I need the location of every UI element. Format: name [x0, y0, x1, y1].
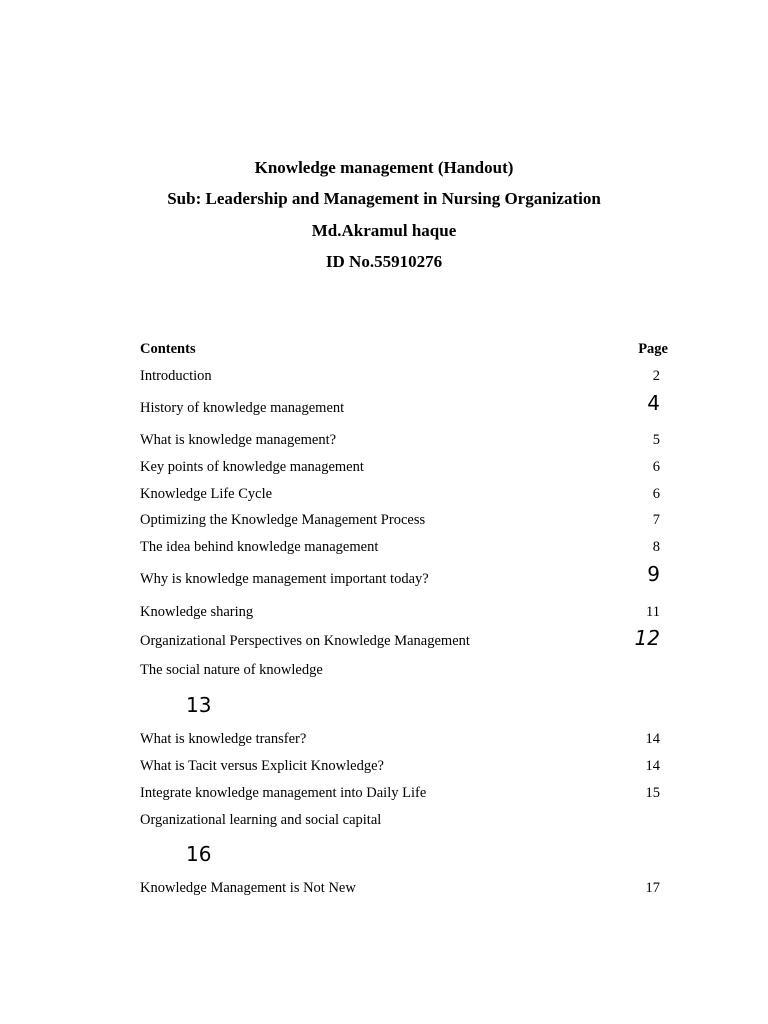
toc-entry-page: 6	[652, 486, 660, 502]
toc-entry	[140, 510, 668, 530]
toc-entry-title: What is knowledge management?	[140, 432, 337, 448]
toc-entry	[140, 660, 668, 680]
toc-header-row	[140, 339, 668, 359]
toc-entry	[140, 562, 668, 589]
toc-entry-title: Why is knowledge management important today?	[140, 571, 429, 587]
toc-entry-title: Optimizing the Knowledge Management Process	[140, 512, 426, 528]
toc-entry-page: 12	[634, 626, 660, 650]
toc-entry-title: Organizational Perspectives on Knowledge Management	[140, 633, 470, 649]
toc-entry-page: 5	[652, 432, 660, 448]
document-subject: Sub: Leadership and Management in Nursing Organization	[167, 189, 601, 208]
toc-entry	[140, 366, 668, 386]
toc-entry-title: The social nature of knowledge	[140, 662, 323, 678]
toc-entry-page: 16	[186, 842, 212, 866]
toc-entry	[140, 484, 668, 504]
toc-entry-title: History of knowledge management	[140, 400, 345, 416]
toc-entry-page: 4	[647, 391, 660, 415]
toc-contents-heading: Contents	[140, 341, 196, 357]
toc-entry	[140, 783, 668, 803]
document-author: Md.Akramul haque	[311, 221, 457, 240]
toc-entry-page: 2	[652, 368, 660, 384]
toc-entry-page: 6	[652, 459, 660, 475]
toc-entry	[140, 391, 668, 418]
toc-entry	[140, 626, 668, 651]
toc-entry-page: 17	[645, 880, 660, 896]
document-id-number: ID No.55910276	[325, 252, 443, 271]
toc-entry-title: Knowledge sharing	[140, 604, 254, 620]
toc-entry-page: 14	[645, 758, 660, 774]
document-title: Knowledge management (Handout)	[254, 158, 514, 177]
toc-entry-title: Knowledge Management is Not New	[140, 880, 356, 896]
toc-entry-page: 15	[645, 785, 660, 801]
toc-entry	[140, 602, 668, 622]
toc-entry-title: Integrate knowledge management into Daily Life	[140, 785, 427, 801]
toc-page-heading: Page	[638, 341, 668, 357]
toc-entry-page: 11	[646, 604, 660, 620]
toc-entry-title: Knowledge Life Cycle	[140, 486, 273, 502]
toc-entry-page: 7	[652, 512, 660, 528]
toc-entry-page: 14	[645, 731, 660, 747]
toc-entry	[140, 756, 668, 776]
toc-entry-page: 13	[186, 693, 212, 717]
toc-entry	[140, 878, 668, 898]
toc-entry	[140, 457, 668, 477]
toc-entry	[140, 810, 668, 830]
toc-entry	[140, 430, 668, 450]
toc-entry-page: 9	[647, 562, 660, 586]
toc-entry-title: What is knowledge transfer?	[140, 731, 307, 747]
toc-entry-page: 8	[652, 539, 660, 555]
toc-entry-title: Key points of knowledge management	[140, 459, 364, 475]
toc-entry	[140, 537, 668, 557]
toc-entry-title: Introduction	[140, 368, 212, 384]
toc-entry	[140, 729, 668, 749]
toc-entry-title: Organizational learning and social capital	[140, 812, 382, 828]
toc-entry-title: What is Tacit versus Explicit Knowledge?	[140, 758, 384, 774]
toc-entry-title: The idea behind knowledge management	[140, 539, 379, 555]
